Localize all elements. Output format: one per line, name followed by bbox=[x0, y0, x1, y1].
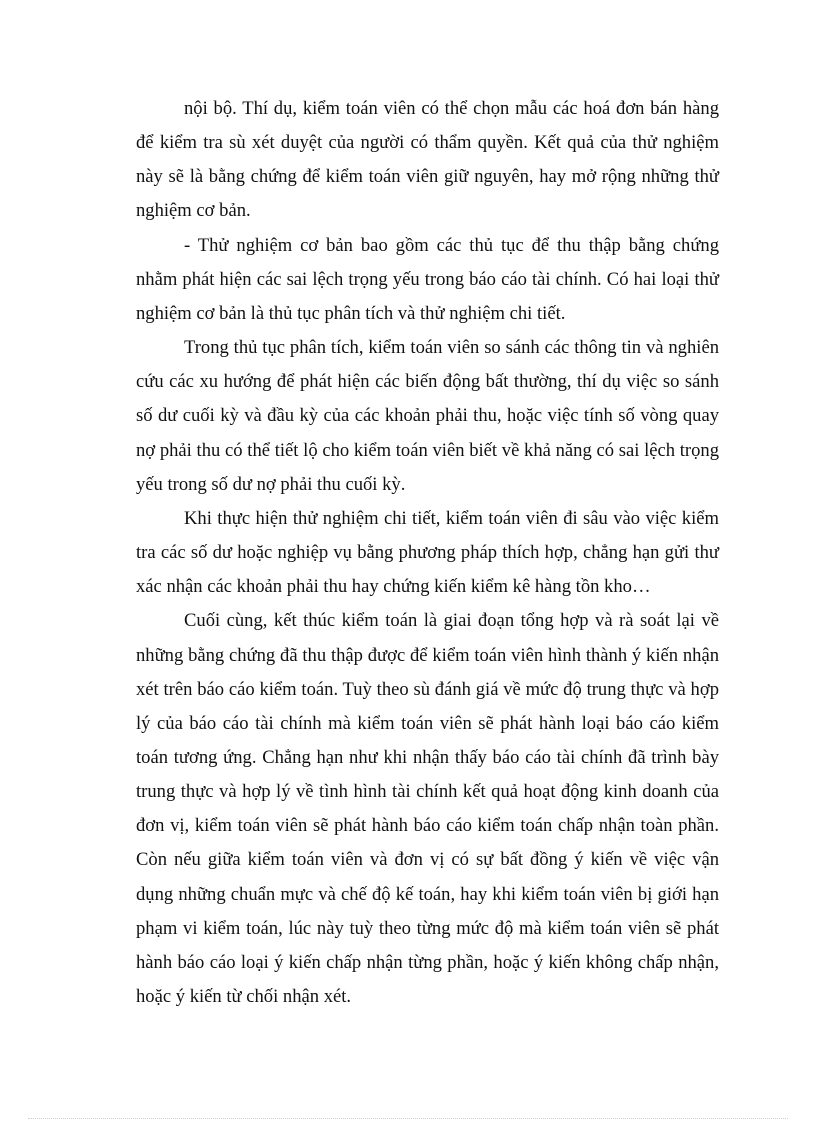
page-bottom-edge bbox=[28, 1118, 788, 1119]
paragraph-3: Trong thủ tục phân tích, kiểm toán viên so sánh các thông tin và nghiên cứu các xu hướng để phát hiện các biến động bất thường, thí dụ việc so sánh số dư cuối kỳ và đầu kỳ của các khoản phải thu, hoặc việc tính số vòng quay nợ phải thu có thể tiết lộ cho kiểm toán viên biết về khả năng có sai lệch trọng yếu trong số dư nợ phải thu cuối kỳ. bbox=[136, 337, 719, 495]
paragraph-1: nội bộ. Thí dụ, kiểm toán viên có thể chọn mẫu các hoá đơn bán hàng để kiểm tra sù xét duyệt của người có thẩm quyền. Kết quả của thử nghiệm này sẽ là bằng chứng để kiểm toán viên giữ nguyên, hay mở rộng những thử nghiệm cơ bản. bbox=[136, 98, 719, 222]
paragraph-2: - Thử nghiệm cơ bản bao gồm các thủ tục để thu thập bằng chứng nhằm phát hiện các sai lệch trọng yếu trong báo cáo tài chính. Có hai loại thử nghiệm cơ bản là thủ tục phân tích và thử nghiệm chi tiết. bbox=[136, 234, 719, 324]
body-text bbox=[136, 92, 719, 1014]
paragraph-4: Khi thực hiện thử nghiệm chi tiết, kiểm toán viên đi sâu vào việc kiểm tra các số dư hoặc nghiệp vụ bằng phương pháp thích hợp, chẳng hạn gửi thư xác nhận các khoản phải thu hay chứng kiến kiểm kê hàng tồn kho… bbox=[136, 507, 719, 598]
paragraph-5: Cuối cùng, kết thúc kiểm toán là giai đoạn tổng hợp và rà soát lại về những bằng chứng đã thu thập được để kiểm toán viên hình thành ý kiến nhận xét trên báo cáo kiểm toán. Tuỳ theo sù đánh giá về mức độ trung thực và hợp lý của báo cáo tài chính mà kiểm toán viên sẽ phát hành loại báo cáo kiểm toán tương ứng. Chẳng hạn như khi nhận thấy báo cáo tài chính đã trình bày trung thực và hợp lý về tình hình tài chính kết quả hoạt động kinh doanh của đơn vị, kiểm toán viên sẽ phát hành báo cáo kiểm toán chấp nhận toàn phần. Còn nếu giữa kiểm toán viên và đơn vị có sự bất đồng ý kiến về việc vận dụng những chuẩn mực và chế độ kế toán, hay khi kiểm toán viên bị giới hạn phạm vi kiểm toán, lúc này tuỳ theo từng mức độ mà kiểm toán viên sẽ phát hành báo cáo loại ý kiến chấp nhận từng phần, hoặc ý kiến không chấp nhận, hoặc ý kiến từ chối nhận xét. bbox=[136, 610, 719, 1008]
